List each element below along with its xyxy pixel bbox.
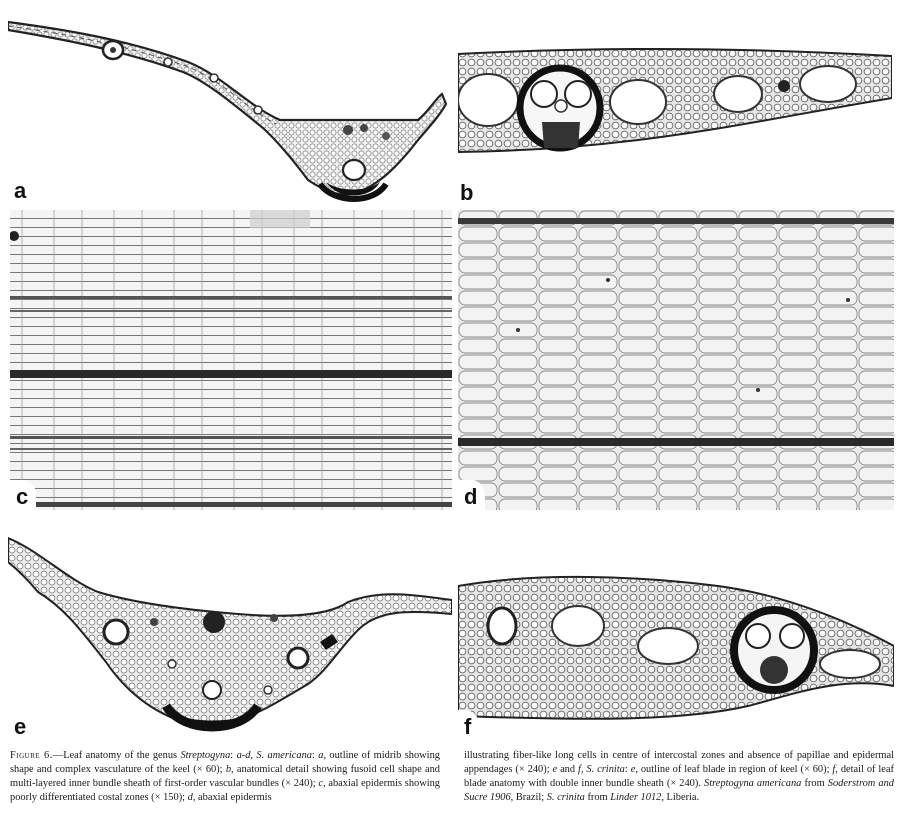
panel-d-micrograph (458, 210, 894, 510)
caption-text: illustrating fiber-like long cells in centre of intercostal zones and absence of papillae and epidermal appendages (× 240); (464, 750, 894, 775)
caption-species: f, S. crinita (578, 764, 625, 775)
panel-c (10, 210, 452, 510)
caption-text: , abaxial epidermis showing poorly differentiated costal zones (× 150); (10, 778, 440, 803)
panel-e-micrograph (8, 530, 452, 742)
figure-caption-right (464, 749, 894, 805)
caption-letter: b (225, 764, 232, 775)
panel-label-f: f (458, 710, 479, 740)
caption-text: , Liberia. (661, 792, 700, 803)
panel-label-a: a (8, 174, 34, 204)
caption-letter: a (318, 750, 324, 761)
caption-collector: Soderstrom and Sucre 1906 (464, 778, 894, 803)
caption-text: from (584, 792, 611, 803)
panel-label-c: c (10, 480, 36, 510)
caption-letter: e (630, 764, 636, 775)
caption-text: —Leaf anatomy of the genus (52, 750, 181, 761)
caption-letter: d (187, 792, 193, 803)
panel-b (458, 40, 892, 206)
caption-genus: Streptogyna (180, 750, 231, 761)
caption-text: , outline of leaf blade in region of keel (× 60); (635, 764, 833, 775)
caption-species: Streptogyna americana (704, 778, 802, 789)
panel-f-micrograph (458, 566, 894, 742)
caption-collector: Linder 1012 (610, 792, 662, 803)
caption-text: : (311, 750, 319, 761)
caption-text: , abaxial epidermis (192, 792, 272, 803)
caption-text: , outline of midrib showing shape and complex vasculature of the keel (× 60); (10, 750, 440, 775)
caption-text: , detail of leaf blade anatomy with double inner bundle sheath (× 240). (464, 764, 894, 789)
caption-text: , Brazil; (510, 792, 547, 803)
panel-label-d: d (458, 480, 485, 510)
caption-letter: c (318, 778, 324, 789)
panel-label-e: e (8, 710, 34, 740)
panel-a (8, 10, 452, 206)
figure-label: Figure 6. (10, 750, 53, 761)
figure-caption-left (10, 749, 440, 805)
caption-text: : (230, 750, 237, 761)
panel-b-micrograph (458, 40, 892, 206)
caption-letter: f (832, 764, 836, 775)
panel-f (458, 566, 894, 742)
caption-text: and (557, 764, 579, 775)
panel-e (8, 530, 452, 742)
panel-a-micrograph (8, 10, 452, 206)
caption-species: a-d, S. americana (236, 750, 312, 761)
caption-text: : (624, 764, 631, 775)
panel-d (458, 210, 894, 510)
caption-letter: e (552, 764, 558, 775)
panel-c-micrograph (10, 210, 452, 510)
caption-species: S. crinita (546, 792, 585, 803)
caption-text: , anatomical detail showing fusoid cell shape and multi-layered inner bundle sheath of first-order vascular bundles (× 240); (10, 764, 441, 789)
panel-label-b: b (460, 180, 474, 205)
caption-text: from (801, 778, 828, 789)
